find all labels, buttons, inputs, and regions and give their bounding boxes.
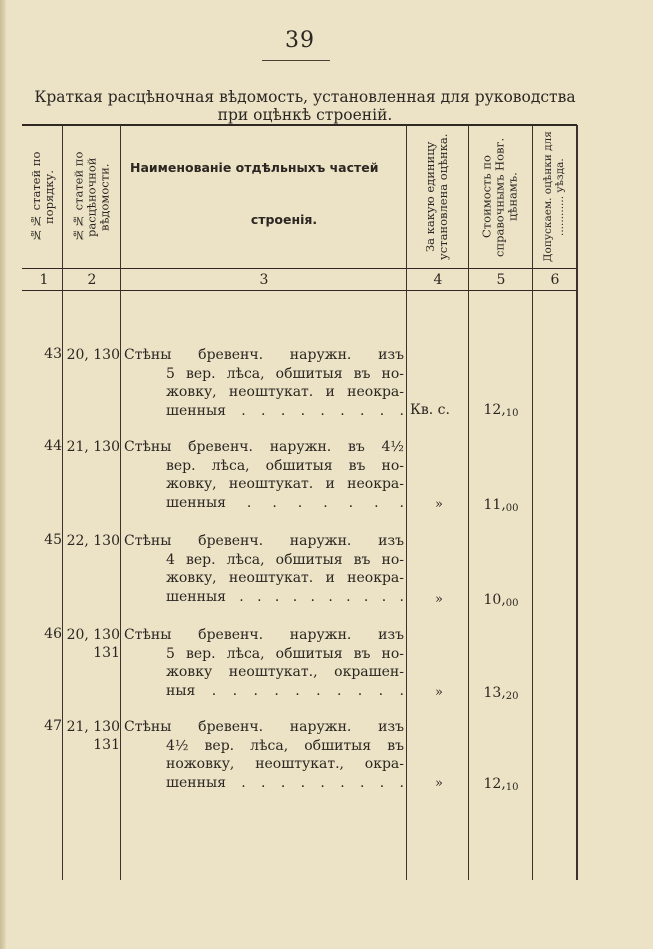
column-divider-3: [406, 125, 407, 880]
entry-number: 44: [44, 438, 62, 454]
entry-unit-ditto: »: [435, 497, 443, 512]
header-col1: №№ статей по порядку.: [29, 151, 56, 243]
entry-price: $12,_{10}$: [483, 402, 519, 419]
entry-number: 46: [44, 626, 62, 642]
entry-number: 47: [44, 718, 62, 734]
column-number-1: 1: [39, 272, 49, 288]
entry-number: 43: [44, 346, 62, 362]
entry-unit-ditto: »: [435, 776, 443, 791]
column-number-6: 6: [550, 272, 560, 288]
entry-unit-ditto: »: [435, 685, 443, 700]
column-divider-5: [532, 125, 533, 880]
header-bottom-rule: [22, 268, 577, 269]
table-title-line-1: Краткая расцѣночная вѣдомость, установленная для руководства: [34, 88, 576, 106]
table-top-rule: [22, 124, 577, 126]
header-col5: Стоимость по справочнымъ Новг. цѣнамъ.: [479, 137, 520, 257]
page-binding-edge: [0, 0, 6, 949]
entry-description: Стѣны бревенч. наружн. изъ 4 вер. лѣса, обшитыя въ но- жовку, неоштукат. и неокра- шенныя . . . . . . . . . .: [124, 533, 404, 605]
entry-description: Стѣны бревенч. наружн. изъ 5 вер. лѣса, обшитыя въ но- жовку неоштукат., окрашен- ныя . . . . . . . . . .: [124, 627, 404, 699]
table-title-line-2: при оцѣнкѣ строеній.: [217, 106, 393, 124]
column-number-4: 4: [433, 272, 443, 288]
entry-price: $10,_{00}$: [483, 592, 519, 609]
entry-unit: Кв. с.: [410, 402, 450, 418]
entry-price: $12,_{10}$: [483, 776, 519, 793]
column-number-rule: [22, 290, 577, 291]
header-col6: Допускаем. оцѣнки для ............ уѣзда.: [542, 131, 566, 263]
entry-description: Стѣны бревенч. наружн. изъ 5 вер. лѣса, обшитыя въ но- жовку, неоштукат. и неокра- шенныя . . . . . . . . .: [124, 347, 404, 419]
header-col4: За какую единицу установлена оцѣнка.: [423, 133, 450, 261]
entry-description: Стѣны бревенч. наружн. изъ 4½ вер. лѣса, обшитыя въ ножовку, неоштукат., окра- шенныя . . . . . . . . .: [124, 719, 404, 791]
entry-number: 45: [44, 532, 62, 548]
entry-reference: 21, 130 131: [66, 719, 120, 753]
entry-description: Стѣны бревенч. наружн. въ 4½ вер. лѣса, обшитыя въ но- жовку, неоштукат. и неокра- шенныя . . . . . . .: [124, 439, 404, 511]
entry-reference: 20, 130: [66, 347, 120, 363]
entry-price: $11,_{00}$: [483, 497, 519, 514]
column-divider-2: [120, 125, 121, 880]
column-number-2: 2: [87, 272, 97, 288]
header-col2: №№ статей по расцѣночной вѣдомости.: [71, 151, 112, 243]
page-number-rule: [262, 60, 330, 61]
entry-reference: 22, 130: [66, 533, 120, 549]
header-col3-line2: строенія.: [250, 212, 318, 227]
entry-unit-ditto: »: [435, 592, 443, 607]
entry-reference: 20, 130 131: [66, 627, 120, 661]
header-col3-line1: Наименованіе отдѣльныхъ частей: [130, 160, 379, 175]
table-right-border: [576, 125, 578, 880]
entry-reference: 21, 130: [66, 439, 120, 455]
page-number: 39: [285, 28, 315, 53]
entry-price: $13,_{20}$: [483, 685, 519, 702]
column-number-3: 3: [259, 272, 269, 288]
column-divider-4: [468, 125, 469, 880]
column-number-5: 5: [496, 272, 506, 288]
column-divider-1: [62, 125, 63, 880]
